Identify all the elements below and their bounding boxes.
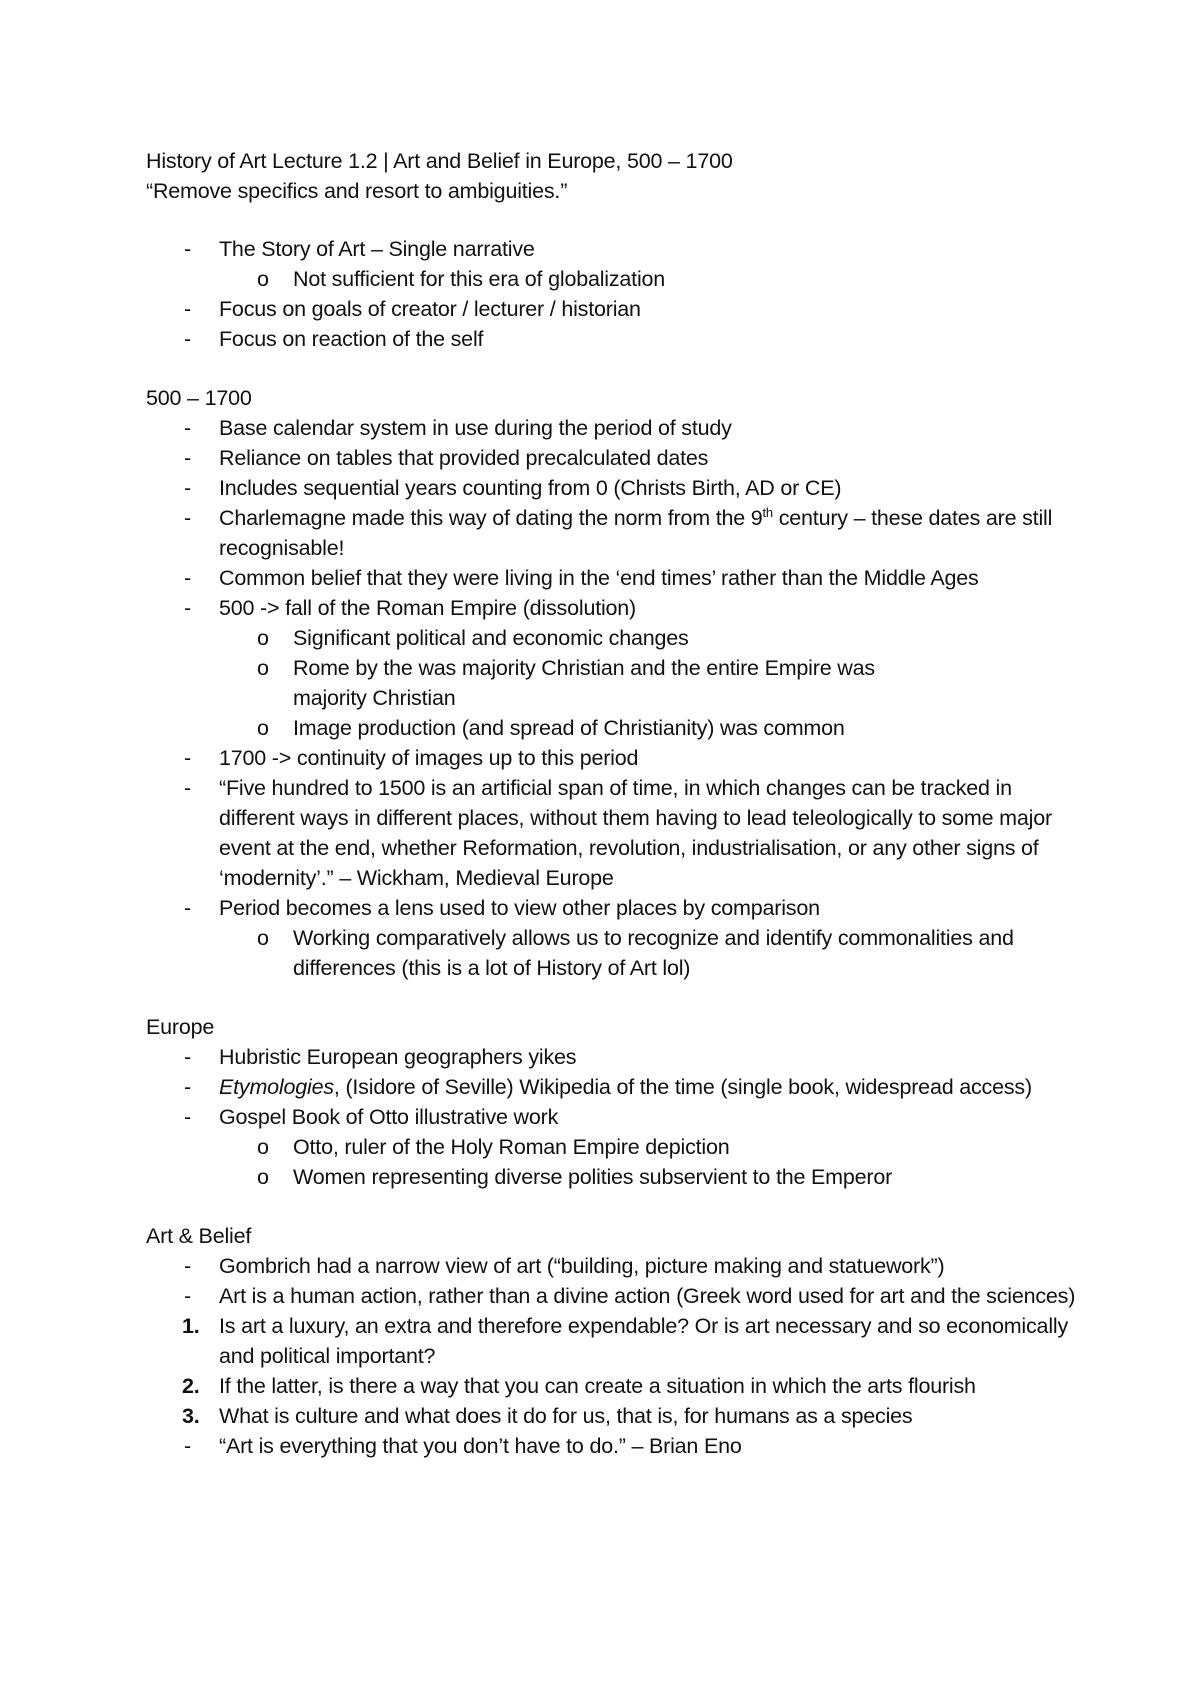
- circle-bullet: o: [257, 1135, 269, 1159]
- nested-list-wrapper: [146, 623, 1076, 743]
- list-item-text: Gombrich had a narrow view of art (“building, picture making and statuework”): [219, 1254, 945, 1278]
- dash-bullet: -: [184, 327, 191, 351]
- list-item: [146, 1281, 1076, 1311]
- list-item-text: Women representing diverse polities subservient to the Emperor: [293, 1165, 893, 1189]
- list-item-text: Significant political and economic changes: [293, 626, 689, 650]
- ordinal-suffix: th: [762, 504, 773, 520]
- list-item: [146, 743, 1076, 773]
- list-item: [146, 773, 1076, 893]
- list-item: [146, 264, 1076, 294]
- document-body: [146, 146, 1076, 1461]
- list-item: [146, 1132, 1076, 1162]
- list-item-text: Rome by the was majority Christian and the entire Empire was majority Christian: [293, 656, 875, 710]
- list-item-text: Charlemagne made this way of dating the norm from the 9: [219, 506, 763, 530]
- number-marker: 1.: [182, 1314, 200, 1338]
- list-item: [146, 1401, 1076, 1431]
- list-item-text: Gospel Book of Otto illustrative work: [219, 1105, 559, 1129]
- document-title: History of Art Lecture 1.2 | Art and Belief in Europe, 500 – 1700: [146, 149, 733, 173]
- dash-bullet: -: [184, 596, 191, 620]
- europe-list: [146, 1042, 1076, 1192]
- list-item-text: Image production (and spread of Christianity) was common: [293, 716, 845, 740]
- list-item: [146, 1102, 1076, 1132]
- list-item: [146, 234, 1076, 264]
- dash-bullet: -: [184, 1045, 191, 1069]
- list-item: [146, 443, 1076, 473]
- list-item-text: Common belief that they were living in the ‘end times’ rather than the Middle Ages: [219, 566, 979, 590]
- list-item: [146, 893, 1076, 923]
- intro-sublist: [146, 264, 1076, 294]
- nested-list-wrapper: [146, 264, 1076, 294]
- circle-bullet: o: [257, 716, 269, 740]
- list-item: [146, 1072, 1076, 1102]
- spacer: [146, 354, 1076, 383]
- list-item-text: Includes sequential years counting from 0 (Christs Birth, AD or CE): [219, 476, 842, 500]
- spacer: [146, 206, 1076, 234]
- list-item: [146, 653, 1076, 713]
- list-item: [146, 593, 1076, 623]
- list-item-text: century – these dates are still recognisable!: [219, 506, 1053, 560]
- list-item: [146, 1162, 1076, 1192]
- list-item-text: Not sufficient for this era of globalization: [293, 267, 666, 291]
- list-item: [146, 294, 1076, 324]
- spacer: [146, 983, 1076, 1012]
- list-item-text: 500 -> fall of the Roman Empire (dissolution): [219, 596, 637, 620]
- art-questions-list: [146, 1311, 1076, 1431]
- dash-bullet: -: [184, 1434, 191, 1458]
- list-item-text: Working comparatively allows us to recognize and identify commonalities and differences (this is a lot of History of Art lol): [293, 926, 1014, 980]
- nested-list-wrapper: [146, 1132, 1076, 1192]
- circle-bullet: o: [257, 656, 269, 680]
- list-item: [146, 923, 1076, 983]
- list-item: [146, 1431, 1076, 1461]
- dash-bullet: -: [184, 896, 191, 920]
- list-item-text: Art is a human action, rather than a divine action (Greek word used for art and the sciences): [219, 1284, 1076, 1308]
- list-item-text: “Five hundred to 1500 is an artificial span of time, in which changes can be tracked in different ways in different places, without them having to lead teleologically to some major event at the end, whether Reformation, revolution, industrialisation, or any other signs of ‘modernity’.” – Wickham, Medieval Europe: [219, 776, 1052, 890]
- list-item: [146, 1251, 1076, 1281]
- europe-sublist: [146, 1132, 1076, 1192]
- list-item-text: 1700 -> continuity of images up to this period: [219, 746, 639, 770]
- dates-sublist: [146, 623, 1076, 743]
- dash-bullet: -: [184, 237, 191, 261]
- number-marker: 2.: [182, 1374, 200, 1398]
- list-item-text: Reliance on tables that provided precalculated dates: [219, 446, 709, 470]
- dash-bullet: -: [184, 506, 191, 530]
- list-item-text: Period becomes a lens used to view other places by comparison: [219, 896, 820, 920]
- dash-bullet: -: [184, 297, 191, 321]
- book-title: Etymologies: [219, 1075, 334, 1099]
- list-item-text: Is art a luxury, an extra and therefore expendable? Or is art necessary and so economically and political important?: [219, 1314, 1069, 1368]
- dash-bullet: -: [184, 476, 191, 500]
- list-item-text: Otto, ruler of the Holy Roman Empire depiction: [293, 1135, 730, 1159]
- dash-bullet: -: [184, 446, 191, 470]
- dash-bullet: -: [184, 1105, 191, 1129]
- list-item-text: What is culture and what does it do for us, that is, for humans as a species: [219, 1404, 913, 1428]
- list-item-text: Focus on reaction of the self: [219, 327, 484, 351]
- circle-bullet: o: [257, 1165, 269, 1189]
- list-item-text: The Story of Art – Single narrative: [219, 237, 535, 261]
- circle-bullet: o: [257, 626, 269, 650]
- section-heading-dates: 500 – 1700: [146, 386, 252, 410]
- dash-bullet: -: [184, 1075, 191, 1099]
- section-heading-art-belief: Art & Belief: [146, 1224, 252, 1248]
- nested-list-wrapper: [146, 923, 1076, 983]
- list-item-text: Focus on goals of creator / lecturer / historian: [219, 297, 641, 321]
- list-item: [146, 1042, 1076, 1072]
- list-item-text: , (Isidore of Seville) Wikipedia of the time (single book, widespread access): [333, 1075, 1032, 1099]
- dates-sublist: [146, 923, 1076, 983]
- list-item: [146, 324, 1076, 354]
- list-item: [146, 473, 1076, 503]
- dash-bullet: -: [184, 776, 191, 800]
- dash-bullet: -: [184, 1284, 191, 1308]
- list-item: [146, 503, 1076, 563]
- art-list-end: [146, 1431, 1076, 1461]
- dash-bullet: -: [184, 1254, 191, 1278]
- list-item: [146, 1311, 1076, 1371]
- section-heading-europe: Europe: [146, 1015, 215, 1039]
- list-item-text: Base calendar system in use during the period of study: [219, 416, 732, 440]
- art-list: [146, 1251, 1076, 1311]
- dash-bullet: -: [184, 746, 191, 770]
- list-item: [146, 713, 1076, 743]
- list-item-text: Hubristic European geographers yikes: [219, 1045, 577, 1069]
- list-item: [146, 413, 1076, 443]
- number-marker: 3.: [182, 1404, 200, 1428]
- list-item-text: “Art is everything that you don’t have to do.” – Brian Eno: [219, 1434, 742, 1458]
- dash-bullet: -: [184, 416, 191, 440]
- dates-list: [146, 413, 1076, 983]
- spacer: [146, 1192, 1076, 1221]
- circle-bullet: o: [257, 267, 269, 291]
- list-item: [146, 563, 1076, 593]
- circle-bullet: o: [257, 926, 269, 950]
- list-item: [146, 623, 1076, 653]
- list-item: [146, 1371, 1076, 1401]
- list-item-text: If the latter, is there a way that you can create a situation in which the arts flourish: [219, 1374, 976, 1398]
- dash-bullet: -: [184, 566, 191, 590]
- document-quote: “Remove specifics and resort to ambiguities.”: [146, 179, 568, 203]
- intro-list: [146, 234, 1076, 354]
